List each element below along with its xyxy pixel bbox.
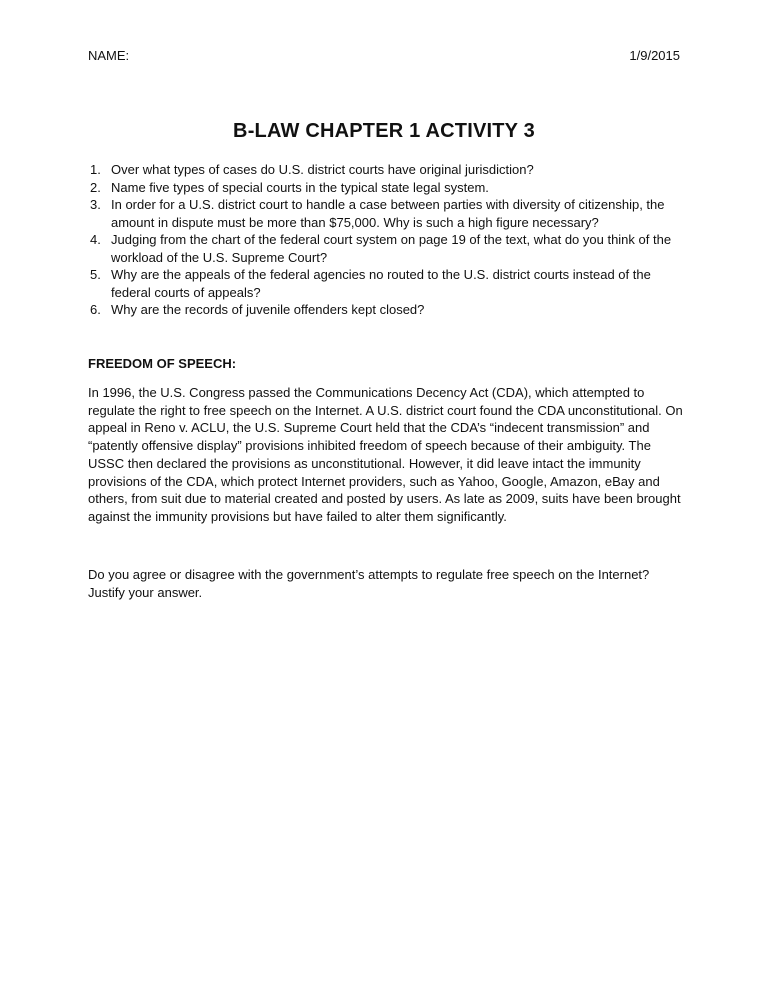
question-item <box>88 301 688 319</box>
question-text: In order for a U.S. district court to handle a case between parties with diversity of citizenship, the amount in dispute must be more than $75,000. Why is such a high figure necessary? <box>111 197 665 230</box>
question-item <box>88 161 688 179</box>
question-number: 5. <box>90 267 101 282</box>
essay-prompt: Do you agree or disagree with the government’s attempts to regulate free speech on the Internet? Justify your answer. <box>88 567 650 600</box>
question-list <box>88 161 688 319</box>
question-text: Judging from the chart of the federal court system on page 19 of the text, what do you think of the workload of the U.S. Supreme Court? <box>111 232 672 265</box>
question-text: Why are the appeals of the federal agencies no routed to the U.S. district courts instead of the federal courts of appeals? <box>111 267 651 300</box>
question-number: 3. <box>90 197 101 212</box>
page-header <box>88 48 680 64</box>
question-number: 4. <box>90 232 101 247</box>
name-label: NAME: <box>88 48 130 63</box>
question-item <box>88 179 688 197</box>
question-number: 2. <box>90 179 101 195</box>
question-text: Name five types of special courts in the typical state legal system. <box>111 179 489 195</box>
date-text: 1/9/2015 <box>629 48 680 63</box>
section-heading: FREEDOM OF SPEECH: <box>88 356 237 371</box>
document-title: B-LAW CHAPTER 1 ACTIVITY 3 <box>233 120 535 142</box>
question-item <box>88 266 688 301</box>
section-paragraph: In 1996, the U.S. Congress passed the Communications Decency Act (CDA), which attempted to regulate the right to free speech on the Internet. A U.S. district court found the CDA unconstitutional. On appeal in Reno v. ACLU, the U.S. Supreme Court held that the CDA’s “indecent transmission” and “patently offensive display” provisions inhibited freedom of speech because of their ambiguity. The USSC then declared the provisions as unconstitutional. However, it did leave intact the immunity provisions of the CDA, which protect Internet providers, such as Yahoo, Google, Amazon, eBay and others, from suit due to material created and posted by users. As late as 2009, suits have been brought against the immunity provisions but have failed to alter them significantly. <box>88 385 683 524</box>
question-item <box>88 196 688 231</box>
question-item <box>88 231 688 266</box>
question-text: Why are the records of juvenile offenders kept closed? <box>111 302 425 317</box>
question-number: 1. <box>90 162 101 177</box>
question-number: 6. <box>90 302 101 317</box>
question-text: Over what types of cases do U.S. district courts have original jurisdiction? <box>111 162 534 177</box>
